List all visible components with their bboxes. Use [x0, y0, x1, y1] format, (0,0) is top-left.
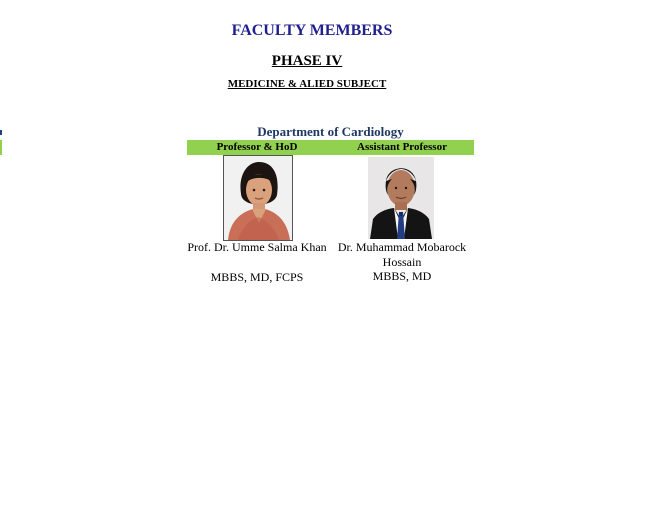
female-portrait-icon: [224, 156, 292, 240]
edge-fragment-green: [0, 140, 2, 155]
member-name-2: Dr. Muhammad Mobarock Hossain: [337, 240, 467, 269]
member-degrees-1: MBBS, MD, FCPS: [210, 270, 304, 284]
member-photo-2: [368, 157, 434, 239]
column-header-professor: Professor & HoD: [216, 141, 298, 153]
member-degrees-2: MBBS, MD: [372, 269, 432, 283]
page-title: FACULTY MEMBERS: [231, 22, 393, 39]
column-header-assistant-professor: Assistant Professor: [357, 141, 447, 153]
subject-title: MEDICINE & ALIED SUBJECT: [227, 78, 387, 90]
member-name-1: Prof. Dr. Umme Salma Khan: [187, 240, 327, 254]
edge-fragment-blue: [0, 130, 2, 135]
male-portrait-icon: [368, 157, 434, 239]
department-title: Department of Cardiology: [257, 124, 404, 139]
phase-title: PHASE IV: [271, 53, 343, 69]
member-photo-1: [223, 155, 293, 241]
